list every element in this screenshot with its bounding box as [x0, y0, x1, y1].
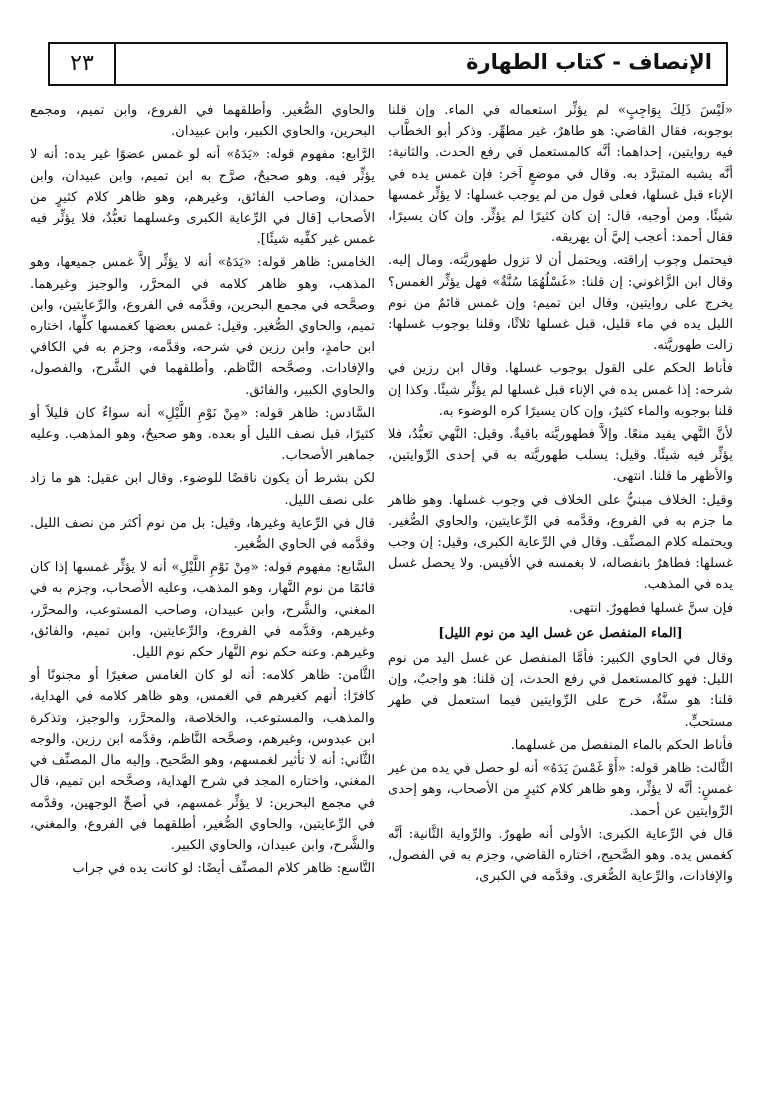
paragraph: فإن سنَّ غسلها فطهورٌ. انتهى.	[568, 600, 733, 616]
paragraph: فيحتمل وجوب إراقته. ويحتمل أن لا تزول طهوريَّته. ومال إليه. وقال ابن الزَّاغوني: إن قلنا: «غَسْلُهُمَا سُنَّةٌ» فهل يؤثِّر الغمس؟ يخرج على روايتين، وقال ابن تميم: وإن غمس قائمٌ من نوم الليل يده في ماء قليل، قبل غسلها ثلاثًا، وقلنا بوجوب غسلها: زالت طهوريَّته.	[388, 253, 733, 354]
paragraph: السَّابع: مفهوم قوله: «مِنْ نَوْمِ اللَّيْلِ» أنه لا يؤثِّر غمسها إذا كان قائمًا من نوم النَّهار، وهو المذهب، وعليه الأصحاب، وجزم به في المغني، والشَّرح، وابن عبيدان، وصاحب المستوعب، والمحرَّر، وغيرهم، وقدَّمه في الفروع، والرِّعايتين، وابن تميم، والفائق، وغيرهم. وعنه حكم نوم النَّهار حكم نوم الليل.	[30, 560, 375, 661]
right-column	[388, 100, 733, 889]
paragraph: وقيل: الخلاف مبنيٌّ على الخلاف في وجوب غسلها. وهو ظاهر ما جزم به في الفروع، وقدَّمه في الرِّعايتين، والحاوي الصُّغير. ويحتمله كلام المصنِّف. وقال في الرِّعاية الكبرى، وقيل: إن وجب غسلها: فطاهرٌ بانفصاله، لا بغمسه في الأقيس. ولا يحصل غسل يده في المذهب.	[388, 492, 733, 593]
page-header	[48, 42, 728, 86]
paragraph: فأناط الحكم بالماء المنفصل من غسلهما.	[510, 737, 733, 753]
paragraph: السَّادس: ظاهر قوله: «مِنْ نَوْمِ اللَّيْلِ» أنه سواءٌ كان قليلاً أو كثيرًا، قبل نصف الليل أو بعده. وهو صحيحٌ، وهو المذهب. وعليه جماهير الأصحاب.	[30, 405, 375, 464]
paragraph: قال في الرِّعاية الكبرى: الأولى أنه طهورٌ. والرِّواية الثَّانية: أنَّه كغمس يده. وهو الصَّحيح، اختاره القاضي، وجزم به في الفصول، والإفادات، والرِّعاية الصُّغرى. وقدَّمه في الكبرى،	[388, 826, 733, 885]
paragraph: الثَّامن: ظاهر كلامه: أنه لو كان الغامس صغيرًا أو مجنونًا أو كافرًا: أنهم كغيرهم في الغمس، وهو ظاهر كلامه في الهداية، والمذهب، والمستوعب، والخلاصة، والمحرَّر، والوجيز، وتذكرة ابن عبدوس، وغيرهم، وصحَّحه النَّاظم، وقدَّمه ابن رزين. والوجه الثَّاني: أنه لا تأثير لغمسهم، وهو الصَّحيح. وإليه مال المصنِّف في المغني، واختاره المجد في شرح الهداية، وصحَّحه ابن تميم، قال في مجمع البحرين: لا يؤثِّر غمسهم، في أصحِّ الوجهين، وقدَّمه في الرِّعايتين، والحاوي الصُّغير، أطلقهما في الفروع، والمغني، والشَّرح، وابن عبيدان، والحاوي الكبير.	[30, 668, 375, 853]
page-number: ٢٣	[50, 44, 116, 84]
paragraph: الرَّابع: مفهوم قوله: «يَدَهُ» أنه لو غمس عضوًا غير يده: أنه لا يؤثِّر فيه. وهو صحيحٌ، صرَّح به ابن تميم، وابن عبيدان، وابن حمدان، وصاحب الفائق، وغيرهم، وهو ظاهر كلام كثيرٍ من الأصحاب [قال في الرِّعاية الكبرى وغسلهما تعبُّدٌ، فلا يؤثِّر فيه غمس غير كفِّيه شيئًا].	[30, 147, 375, 248]
paragraph: لكن بشرط أن يكون ناقضًا للوضوء. وقال ابن عقيل: هو ما زاد على نصف الليل.	[30, 471, 375, 508]
paragraph: فأناط الحكم على القول بوجوب غسلها. وقال ابن رزين في شرحه: إذا غمس يده في الإناء قبل غسلها لم يؤثِّر شيئًا. وكذا إن قلنا بوجوبه والماء كثيرٌ، وإن كان يسيرًا كره الوضوء به.	[388, 361, 733, 419]
running-title: الإنصاف - كتاب الطهارة	[466, 50, 712, 74]
paragraph: التَّاسع: ظاهر كلام المصنِّف أيضًا: لو كانت يده في جراب	[72, 861, 375, 877]
paragraph: قال في الرِّعاية وغيرها، وقيل: بل من نوم أكثر من نصف الليل. وقدَّمه في الحاوي الصُّغير.	[30, 515, 375, 553]
paragraph: لأنَّ النَّهي يفيد منعًا. وإلاَّ فطهوريَّته باقيةٌ. وقيل: النَّهي تعبُّدٌ، فلا يؤثِّر فيه شيئًا. وقيل: يسلب طهوريَّته به في إحدى الرِّوايتين، والأظهر ما قلنا. انتهى.	[388, 427, 733, 485]
paragraph: وقال في الحاوي الكبير: فأمَّا المنفصل عن غسل اليد من نوم الليل: فهو كالمستعمل في رفع الحدث، إن قلنا: هو واجبٌ، وإن قلنا: هو سنَّةٌ، خرج على الرِّوايتين فيما استعمل في طهر مستحبٍّ.	[388, 651, 733, 730]
paragraph: «لَيْسَ ذَلِكَ بِوَاجِبٍ» لم يؤثِّر استعماله في الماء. وإن قلنا بوجوبه، فقال القاضي: هو طاهرٌ، غير مطهِّر. وذكر أبو الخطَّاب فيه روايتين، إحداهما: أنَّه كالمستعمل في رفع الحدث. والثانية: أنَّه يشبه المتبرَّد به. وقال في موضعٍ آخر: فإن غمس يده في الإناء قبل غسلها، فعلى قول من لم يوجب غسلها: لا يؤثِّر غمسها شيئًا. ومن أوجبه، قال: إن كان كثيرًا لم يؤثِّر. وإن كان يسيرًا، فقال أحمد: أعجب إليَّ أن يهريقه.	[388, 103, 733, 246]
section-heading: [الماء المنفصل عن غسل اليد من نوم الليل]	[438, 625, 683, 641]
paragraph: الخامس: ظاهر قوله: «يَدَهُ» أنه لا يؤثِّر إلاَّ غمس جميعها، وهو المذهب، وهو ظاهر كلامه في المحرَّر، والوجيز وغيرهما. وصحَّحه في مجمع البحرين، وقدَّمه في الفروع، والرِّعايتين، وابن تميم، والحاوي الصُّغير. وقيل: غمس بعضها كغمسها كلِّها، اختاره ابن حامدٍ، وابن رزين في شرحه، وقدَّمه، وجزم به في الكافي والإفادات. وصحَّحه النَّاظم. وأطلقهما في الشَّرح، والفصول، والحاوي الكبير، والفائق.	[30, 255, 375, 398]
paragraph: والحاوي الصُّغير. وأطلقهما في الفروع، وابن تميم، ومجمع البحرين، والحاوي الكبير، وابن عبيدان.	[30, 103, 375, 140]
paragraph: الثَّالث: ظاهر قوله: «أَوْ غَمْسَ يَدَهُ» أنه لو حصل في يده من غير غمسٍ: أنَّه لا يؤثِّر، وهو ظاهر كلام كثيرٍ من الأصحاب، وهو إحدى الرِّوايتين عن أحمد.	[388, 761, 733, 819]
left-column	[30, 100, 375, 881]
